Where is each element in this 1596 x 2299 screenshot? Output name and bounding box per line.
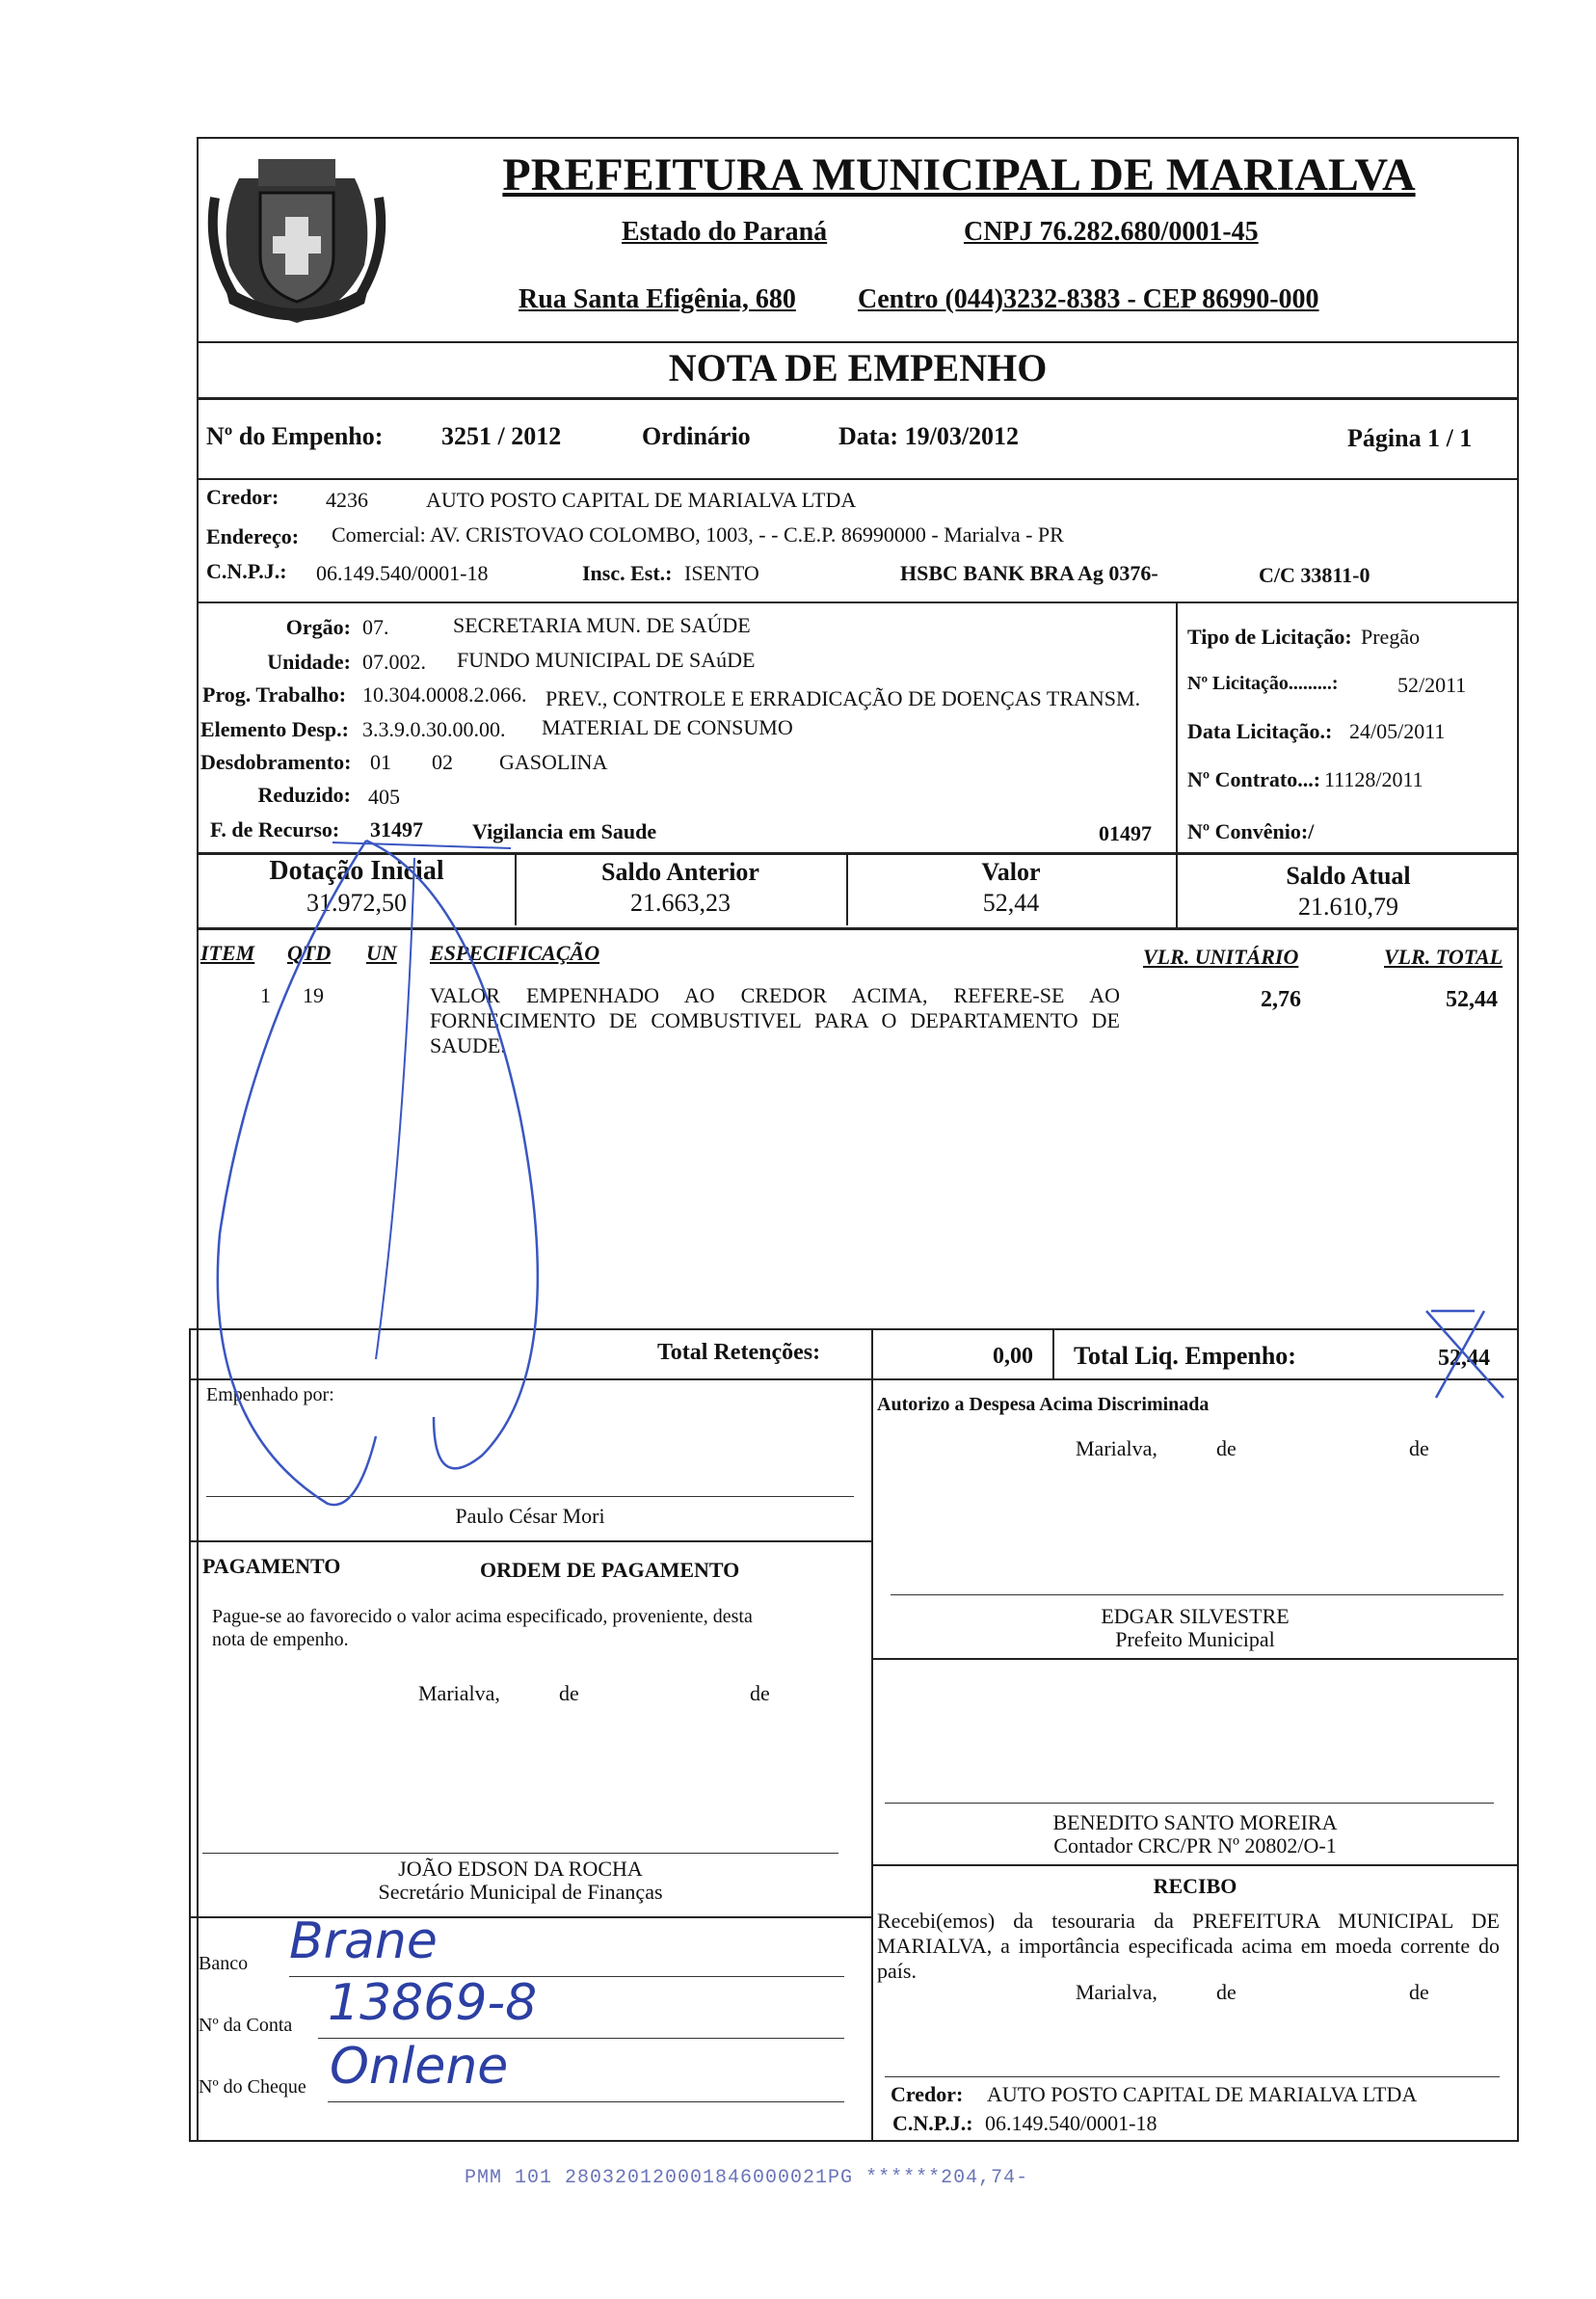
conta-handwriting: 13869-8 — [328, 1974, 538, 2032]
empenho-type: Ordinário — [642, 422, 751, 450]
signature-line — [885, 1803, 1494, 1804]
recibo-label: RECIBO — [1153, 1874, 1237, 1898]
col-un: UN — [366, 941, 397, 965]
document-title: NOTA DE EMPENHO — [668, 346, 1048, 389]
cheque-handwriting: Onlene — [330, 2038, 509, 2096]
retencoes-value: 0,00 — [993, 1344, 1033, 1369]
autorizo-de-2: de — [1409, 1436, 1429, 1460]
divider — [871, 1378, 873, 2142]
prefeito-role: Prefeito Municipal — [1115, 1627, 1275, 1651]
divider — [197, 478, 1519, 480]
rec-code: 31497 — [370, 817, 423, 842]
orgao-label: Orgão: — [285, 615, 351, 639]
unidade-label: Unidade: — [267, 650, 351, 674]
orgao-code: 07. — [362, 615, 389, 639]
banco-label: Banco — [199, 1953, 249, 1974]
empenhado-name: Paulo César Mori — [455, 1504, 605, 1528]
empenho-page: Página 1 / 1 — [1347, 424, 1473, 452]
item-unit-value: 2,76 — [1261, 987, 1301, 1012]
elem-label: Elemento Desp.: — [200, 717, 349, 741]
credor-name: AUTO POSTO CAPITAL DE MARIALVA LTDA — [426, 488, 857, 512]
credor-cnpj: 06.149.540/0001-18 — [316, 561, 489, 585]
recibo-de-1: de — [1216, 1980, 1237, 2004]
insc-label: Insc. Est.: — [582, 561, 673, 585]
liq-empenho-value: 52,44 — [1438, 1346, 1490, 1371]
retencoes-label: Total Retenções: — [657, 1340, 821, 1365]
rec-label: F. de Recurso: — [210, 817, 340, 842]
prog-code: 10.304.0008.2.066. — [362, 682, 527, 707]
recibo-text-1: Recebi(emos) da tesouraria da PREFEITURA MUNICIPAL DE — [877, 1909, 1500, 1933]
dotacao-label: Dotação Inicial — [269, 856, 444, 886]
col-unit: VLR. UNITÁRIO — [1143, 945, 1299, 969]
prefeito-name: EDGAR SILVESTRE — [1101, 1604, 1290, 1628]
header-state: Estado do Paraná — [622, 217, 828, 247]
signature-line — [891, 1594, 1503, 1595]
divider — [189, 2140, 1519, 2142]
header-contact: Centro (044)3232-8383 - CEP 86990-000 — [858, 284, 1319, 314]
liq-empenho-label: Total Liq. Empenho: — [1074, 1342, 1296, 1370]
empenho-date: Data: 19/03/2012 — [838, 422, 1020, 450]
pagamento-de-2: de — [750, 1681, 770, 1705]
desd-code-1: 01 — [370, 750, 391, 774]
autorizo-de-1: de — [1216, 1436, 1237, 1460]
credor-cc: C/C 33811-0 — [1259, 563, 1370, 587]
item-number: 1 — [260, 983, 271, 1007]
red-code: 405 — [368, 785, 400, 809]
recibo-credor-label: Credor: — [891, 2082, 964, 2106]
autorizo-place: Marialva, — [1076, 1436, 1157, 1460]
elem-code: 3.3.9.0.30.00.00. — [362, 717, 506, 741]
pagamento-de-1: de — [559, 1681, 579, 1705]
recibo-cnpj-value: 06.149.540/0001-18 — [985, 2111, 1157, 2135]
cheque-label: Nº do Cheque — [199, 2076, 306, 2098]
credor-insc: ISENTO — [684, 561, 759, 585]
address-label: Endereço: — [206, 524, 300, 548]
saldo-atual-value: 21.610,79 — [1298, 893, 1398, 921]
rec-desc: Vigilancia em Saude — [472, 819, 657, 843]
unidade-code: 07.002. — [362, 650, 426, 674]
lic-num-label: Nº Licitação.........: — [1187, 673, 1339, 694]
divider — [189, 1540, 871, 1542]
unidade-desc: FUNDO MUNICIPAL DE SAúDE — [457, 648, 756, 672]
divider — [871, 1658, 1519, 1660]
pagamento-place: Marialva, — [418, 1681, 500, 1705]
elem-desc: MATERIAL DE CONSUMO — [542, 715, 793, 739]
tipo-value: Pregão — [1361, 625, 1421, 649]
pagamento-text-2: nota de empenho. — [212, 1629, 349, 1650]
saldo-atual-label: Saldo Atual — [1286, 862, 1411, 890]
dotacao-value: 31.972,50 — [306, 889, 407, 917]
contador-role: Contador CRC/PR Nº 20802/O-1 — [1053, 1833, 1337, 1858]
col-item: ITEM — [200, 941, 255, 965]
cheque-line — [328, 2101, 844, 2102]
saldo-anterior-label: Saldo Anterior — [601, 858, 759, 886]
recibo-text-2: MARIALVA, a importância especificada acima em moeda corrente do — [877, 1934, 1500, 1958]
divider — [871, 1864, 1519, 1866]
footer-stamp: PMM 101 280320120001846000021PG ******204,74- — [465, 2167, 1029, 2189]
pagamento-label: PAGAMENTO — [202, 1554, 341, 1578]
credor-code: 4236 — [326, 488, 368, 512]
header-address: Rua Santa Efigênia, 680 — [519, 284, 796, 314]
credor-address: Comercial: AV. CRISTOVAO COLOMBO, 1003, - - C.E.P. 86990000 - Marialva - PR — [332, 522, 1064, 547]
coat-of-arms-icon — [200, 140, 393, 337]
signature-line — [885, 2076, 1500, 2077]
divider — [1052, 1328, 1054, 1378]
recibo-de-2: de — [1409, 1980, 1429, 2004]
divider — [197, 397, 1519, 400]
recibo-text-3: país. — [877, 1959, 917, 1983]
recibo-cnpj-label: C.N.P.J.: — [892, 2111, 973, 2135]
autorizo-label: Autorizo a Despesa Acima Discriminada — [877, 1394, 1210, 1415]
item-spec-line-2: FORNECIMENTO DE COMBUSTIVEL PARA O DEPARTAMENTO DE — [430, 1008, 1120, 1032]
pagamento-text-1: Pague-se ao favorecido o valor acima especificado, proveniente, desta — [212, 1606, 753, 1627]
desd-label: Desdobramento: — [200, 750, 352, 774]
convenio-label: Nº Convênio:/ — [1187, 819, 1315, 843]
secretario-role: Secretário Municipal de Finanças — [378, 1880, 663, 1904]
divider — [1176, 601, 1178, 852]
divider — [189, 1328, 191, 2142]
check-cross-mark — [1417, 1301, 1513, 1407]
ordem-pagamento-label: ORDEM DE PAGAMENTO — [480, 1558, 740, 1582]
red-label: Reduzido: — [257, 783, 351, 807]
saldo-anterior-value: 21.663,23 — [630, 889, 731, 917]
col-spec: ESPECIFICAÇÃO — [430, 941, 600, 965]
orgao-desc: SECRETARIA MUN. DE SAÚDE — [453, 613, 751, 637]
secretario-name: JOÃO EDSON DA ROCHA — [398, 1857, 643, 1881]
divider — [871, 1328, 873, 1378]
valor-value: 52,44 — [982, 889, 1040, 917]
col-qtd: QTD — [287, 941, 332, 965]
lic-date-label: Data Licitação.: — [1187, 719, 1333, 743]
valor-label: Valor — [981, 858, 1041, 886]
header-title: PREFEITURA MUNICIPAL DE MARIALVA — [502, 149, 1416, 200]
contador-name: BENEDITO SANTO MOREIRA — [1052, 1810, 1338, 1834]
desd-desc: GASOLINA — [499, 750, 608, 774]
empenhado-label: Empenhado por: — [206, 1384, 334, 1405]
desd-code-2: 02 — [432, 750, 453, 774]
signature-line — [202, 1853, 838, 1854]
credor-label: Credor: — [206, 485, 279, 509]
banco-handwriting: Brane — [289, 1912, 438, 1970]
contrato-label: Nº Contrato...: — [1187, 767, 1321, 791]
divider — [197, 601, 1519, 603]
item-spec-line-1: VALOR EMPENHADO AO CREDOR ACIMA, REFERE-SE AO — [430, 983, 1120, 1007]
prog-label: Prog. Trabalho: — [202, 682, 347, 707]
empenho-number: 3251 / 2012 — [441, 422, 562, 450]
conta-label: Nº da Conta — [199, 2015, 293, 2036]
item-qty: 19 — [303, 983, 324, 1007]
divider — [197, 341, 1519, 343]
empenho-label: Nº do Empenho: — [206, 422, 384, 450]
cnpj-label: C.N.P.J.: — [206, 559, 287, 583]
blue-signature-mark — [193, 829, 675, 1523]
item-spec-line-3: SAUDE. — [430, 1033, 506, 1057]
prog-desc: PREV., CONTROLE E ERRADICAÇÃO DE DOENÇAS TRANSM. — [545, 686, 1141, 710]
recibo-credor-name: AUTO POSTO CAPITAL DE MARIALVA LTDA — [987, 2082, 1418, 2106]
lic-date-value: 24/05/2011 — [1349, 719, 1446, 743]
credor-bank: HSBC BANK BRA Ag 0376- — [900, 561, 1158, 585]
item-total-value: 52,44 — [1446, 987, 1498, 1012]
col-total: VLR. TOTAL — [1384, 945, 1503, 969]
rec-account: 01497 — [1099, 821, 1152, 845]
header-cnpj: CNPJ 76.282.680/0001-45 — [964, 217, 1259, 247]
tipo-label: Tipo de Licitação: — [1187, 625, 1352, 649]
recibo-place: Marialva, — [1076, 1980, 1157, 2004]
lic-num-value: 52/2011 — [1397, 673, 1467, 697]
contrato-value: 11128/2011 — [1324, 767, 1423, 791]
